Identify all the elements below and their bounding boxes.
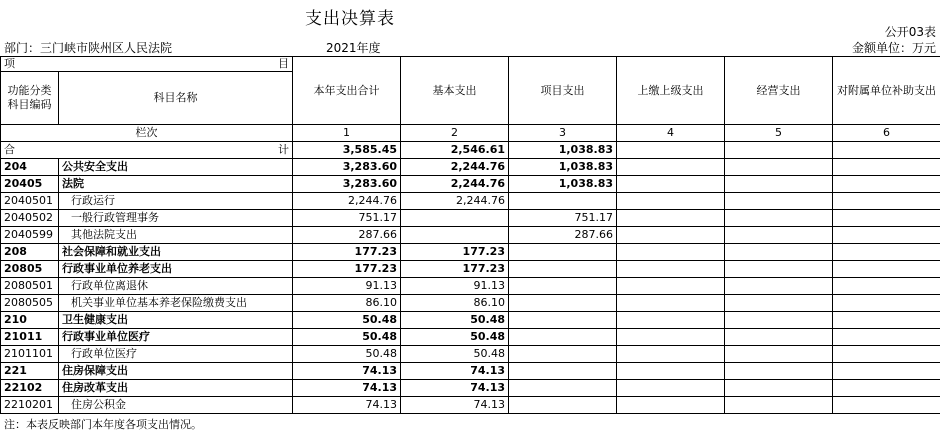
row-value: 86.10 [401,295,509,312]
row-name: 住房保障支出 [59,363,293,380]
row-value [617,329,725,346]
row-value: 50.48 [401,312,509,329]
total-value [833,142,940,159]
report-title: 支出决算表 [305,9,395,29]
table-row [1,193,940,210]
total-value: 2,546.61 [401,142,509,159]
table-row [1,159,940,176]
row-value: 50.48 [293,312,401,329]
row-code: 20405 [1,176,59,193]
row-value: 91.13 [293,278,401,295]
row-value [725,261,833,278]
row-value: 287.66 [509,227,617,244]
row-name: 一般行政管理事务 [59,210,293,227]
row-name: 法院 [59,176,293,193]
row-value [725,329,833,346]
row-value [617,227,725,244]
row-code: 2040502 [1,210,59,227]
row-value [833,295,940,312]
row-value [617,346,725,363]
row-value [725,210,833,227]
total-row [1,142,940,159]
total-value [725,142,833,159]
row-value [725,380,833,397]
row-value [401,210,509,227]
col-number: 6 [833,125,940,142]
col-number: 2 [401,125,509,142]
col-number: 1 [293,125,401,142]
row-value [725,159,833,176]
row-value [725,295,833,312]
row-value: 50.48 [293,346,401,363]
row-value [509,329,617,346]
row-value [833,261,940,278]
row-value [509,312,617,329]
form-code: 公开03表 [884,25,936,39]
row-value [617,261,725,278]
row-value [401,227,509,244]
row-value [725,176,833,193]
row-value: 177.23 [401,261,509,278]
row-value [617,244,725,261]
row-name: 行政单位医疗 [59,346,293,363]
subject-name-header: 科目名称 [59,72,293,125]
row-value [833,244,940,261]
header-item-row [1,57,940,72]
table-row [1,244,940,261]
row-name: 行政事业单位养老支出 [59,261,293,278]
row-value [617,193,725,210]
row-value [833,159,940,176]
row-value: 177.23 [293,244,401,261]
row-name: 行政单位离退休 [59,278,293,295]
row-value: 177.23 [293,261,401,278]
row-name: 其他法院支出 [59,227,293,244]
total-value: 1,038.83 [509,142,617,159]
row-value [617,363,725,380]
row-value: 50.48 [401,329,509,346]
row-value: 50.48 [401,346,509,363]
row-value [833,329,940,346]
item-left-label: 项 [4,57,15,70]
item-header-cell [1,57,293,72]
row-value [833,227,940,244]
table-row [1,261,940,278]
row-name: 住房公积金 [59,397,293,414]
row-value [725,227,833,244]
row-value [509,278,617,295]
col-header-project: 项目支出 [509,57,617,125]
row-name: 行政运行 [59,193,293,210]
row-value: 3,283.60 [293,176,401,193]
row-code: 2101101 [1,346,59,363]
table-row [1,380,940,397]
row-value: 1,038.83 [509,159,617,176]
row-value [617,176,725,193]
table-note: 注：本表反映部门本年度各项支出情况。 [4,418,202,431]
total-label-right: 计 [278,143,289,156]
row-code: 2080501 [1,278,59,295]
table-row [1,346,940,363]
row-value: 86.10 [293,295,401,312]
row-value [725,363,833,380]
row-value: 2,244.76 [401,193,509,210]
row-value: 74.13 [401,397,509,414]
row-value: 50.48 [293,329,401,346]
row-value [509,397,617,414]
row-value: 3,283.60 [293,159,401,176]
row-code: 2210201 [1,397,59,414]
row-value [833,397,940,414]
col-header-remit: 上缴上级支出 [617,57,725,125]
row-value [725,244,833,261]
row-value [725,312,833,329]
row-value: 74.13 [401,363,509,380]
table-row [1,210,940,227]
row-value: 751.17 [509,210,617,227]
row-code: 208 [1,244,59,261]
row-value: 287.66 [293,227,401,244]
row-value [617,397,725,414]
row-name: 住房改革支出 [59,380,293,397]
row-code: 21011 [1,329,59,346]
row-value: 91.13 [401,278,509,295]
row-code: 221 [1,363,59,380]
row-value: 177.23 [401,244,509,261]
row-value: 1,038.83 [509,176,617,193]
department-label: 部门：三门峡市陕州区人民法院 [4,41,173,55]
total-label-cell [1,142,293,159]
row-code: 2080505 [1,295,59,312]
row-value [833,312,940,329]
row-value [509,380,617,397]
row-value [833,278,940,295]
row-name: 卫生健康支出 [59,312,293,329]
row-code: 204 [1,159,59,176]
row-value: 2,244.76 [293,193,401,210]
row-value [617,312,725,329]
row-value [509,346,617,363]
row-value [833,210,940,227]
col-header-basic: 基本支出 [401,57,509,125]
row-value [617,210,725,227]
table-row [1,312,940,329]
col-header-subsidy: 对附属单位补助支出 [833,57,940,125]
row-value [617,380,725,397]
expenditure-table [0,56,940,414]
col-number: 5 [725,125,833,142]
table-row [1,363,940,380]
column-number-row [1,125,940,142]
table-row [1,397,940,414]
row-value [833,363,940,380]
row-value [833,176,940,193]
table-row [1,329,940,346]
row-value: 751.17 [293,210,401,227]
row-value [509,363,617,380]
row-value [509,244,617,261]
row-code: 2040599 [1,227,59,244]
total-label-left: 合 [4,143,15,156]
col-label: 栏次 [1,125,293,142]
row-name: 机关事业单位基本养老保险缴费支出 [59,295,293,312]
col-header-business: 经营支出 [725,57,833,125]
row-code: 210 [1,312,59,329]
row-value [617,159,725,176]
row-name: 公共安全支出 [59,159,293,176]
row-value [833,380,940,397]
row-name: 行政事业单位医疗 [59,329,293,346]
row-value [725,278,833,295]
col-number: 3 [509,125,617,142]
col-header-total: 本年支出合计 [293,57,401,125]
row-value [509,295,617,312]
table-row [1,176,940,193]
table-row [1,278,940,295]
row-value [725,193,833,210]
row-name: 社会保障和就业支出 [59,244,293,261]
col-number: 4 [617,125,725,142]
row-value: 2,244.76 [401,176,509,193]
row-code: 20805 [1,261,59,278]
row-code: 22102 [1,380,59,397]
fiscal-year: 2021年度 [326,41,381,55]
table-row [1,227,940,244]
row-value: 74.13 [293,380,401,397]
item-right-label: 目 [278,57,289,70]
amount-unit: 金额单位：万元 [851,41,936,55]
row-value [617,295,725,312]
func-code-header: 功能分类 科目编码 [1,72,59,125]
row-value [725,346,833,363]
total-value [617,142,725,159]
table-row [1,295,940,312]
row-value: 74.13 [401,380,509,397]
row-value: 2,244.76 [401,159,509,176]
row-value [509,261,617,278]
row-code: 2040501 [1,193,59,210]
row-value [725,397,833,414]
row-value: 74.13 [293,363,401,380]
row-value [833,346,940,363]
row-value [509,193,617,210]
total-value: 3,585.45 [293,142,401,159]
row-value [617,278,725,295]
row-value [833,193,940,210]
row-value: 74.13 [293,397,401,414]
